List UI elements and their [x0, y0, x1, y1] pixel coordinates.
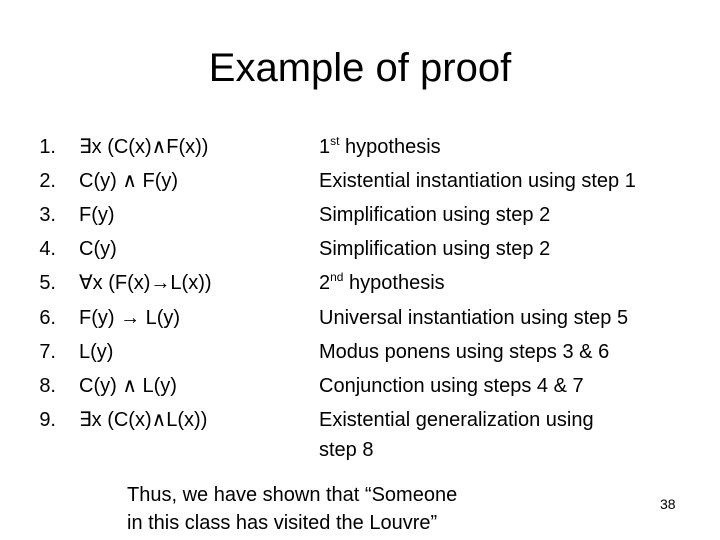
- step-formula: L(y): [79, 341, 114, 363]
- step-formula: C(y) ∧ F(y): [79, 170, 179, 192]
- step-number: 8.: [39, 375, 56, 397]
- conclusion-text: [127, 481, 547, 537]
- step-formula: ∃x (C(x)∧F(x)): [79, 136, 209, 158]
- step-formula: C(y) ∧ L(y): [79, 375, 177, 397]
- step-justification: Simplification using step 2: [319, 238, 551, 260]
- step-formula: F(y) → L(y): [79, 307, 181, 329]
- justification-suffix: nd: [330, 270, 344, 284]
- step-justification: Existential instantiation using step 1: [319, 170, 636, 192]
- step-justification: Simplification using step 2: [319, 204, 551, 226]
- step-formula: ∃x (C(x)∧L(x)): [79, 409, 208, 431]
- step-justification: [319, 271, 445, 295]
- step-justification: Conjunction using steps 4 & 7: [319, 375, 584, 397]
- justification-ordinal: 2: [319, 272, 331, 294]
- justification-ordinal: 1: [319, 136, 331, 158]
- page-number: 38: [660, 496, 676, 512]
- step-formula: F(y): [79, 204, 115, 226]
- justification-suffix: st: [330, 134, 340, 148]
- step-number: 5.: [39, 272, 56, 294]
- step-number: 7.: [39, 341, 56, 363]
- step-formula: C(y): [79, 238, 117, 260]
- step-number: 9.: [39, 409, 56, 431]
- conclusion-line: Thus, we have shown that “Someone: [127, 484, 458, 506]
- justification-text: hypothesis: [339, 136, 441, 158]
- slide-title: Example of proof: [208, 46, 512, 90]
- step-formula: ∀x (F(x)→L(x)): [79, 272, 212, 294]
- step-justification: [319, 135, 441, 159]
- step-number: 1.: [39, 136, 56, 158]
- step-number: 3.: [39, 204, 56, 226]
- step-justification: Universal instantiation using step 5: [319, 307, 629, 329]
- step-justification-continued: step 8: [319, 439, 374, 461]
- step-number: 6.: [39, 307, 56, 329]
- conclusion-line: in this class has visited the Louvre”: [127, 512, 438, 534]
- justification-text: hypothesis: [343, 272, 445, 294]
- step-number: 4.: [39, 238, 56, 260]
- step-justification: Modus ponens using steps 3 & 6: [319, 341, 610, 363]
- step-justification: Existential generalization using: [319, 409, 594, 431]
- step-number: 2.: [39, 170, 56, 192]
